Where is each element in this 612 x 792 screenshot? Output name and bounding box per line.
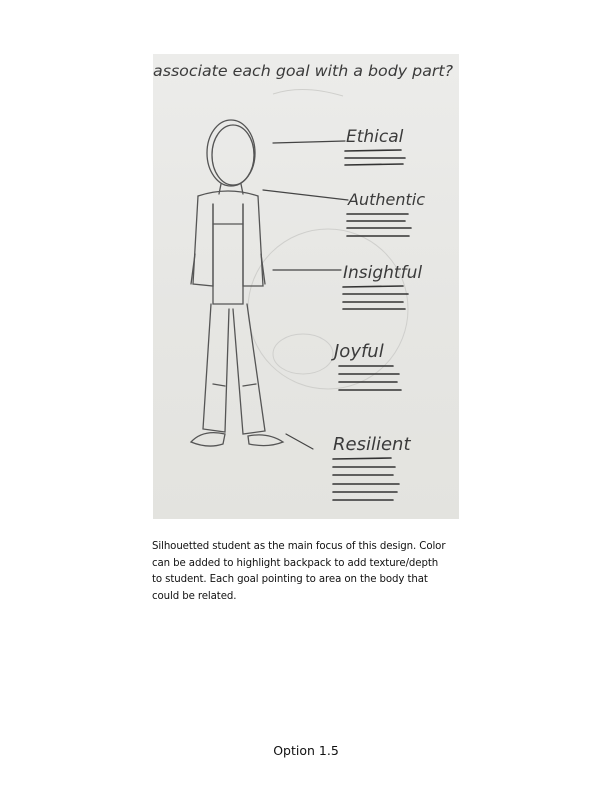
caption-line: can be added to highlight backpack to add texture/depth bbox=[152, 557, 439, 569]
caption-line: to student. Each goal pointing to area on the body that bbox=[152, 574, 428, 585]
goal-label-ethical: Ethical bbox=[346, 127, 404, 147]
caption-line: could be related. bbox=[152, 590, 237, 602]
sketch-heading: associate each goal with a body part? bbox=[153, 62, 453, 80]
caption-line: Silhouetted student as the main focus of this design. Color bbox=[152, 541, 446, 552]
student-figure bbox=[191, 120, 283, 446]
design-caption bbox=[152, 539, 462, 605]
sketch-photo bbox=[153, 54, 459, 519]
goal-label-authentic: Authentic bbox=[348, 190, 425, 209]
goal-pointer-lines bbox=[263, 141, 348, 449]
goal-label-resilient: Resilient bbox=[333, 434, 411, 455]
option-label: Option 1.5 bbox=[273, 743, 339, 758]
student-sketch bbox=[153, 54, 459, 519]
goal-label-insightful: Insightful bbox=[343, 263, 423, 283]
goal-label-joyful: Joyful bbox=[334, 341, 384, 362]
